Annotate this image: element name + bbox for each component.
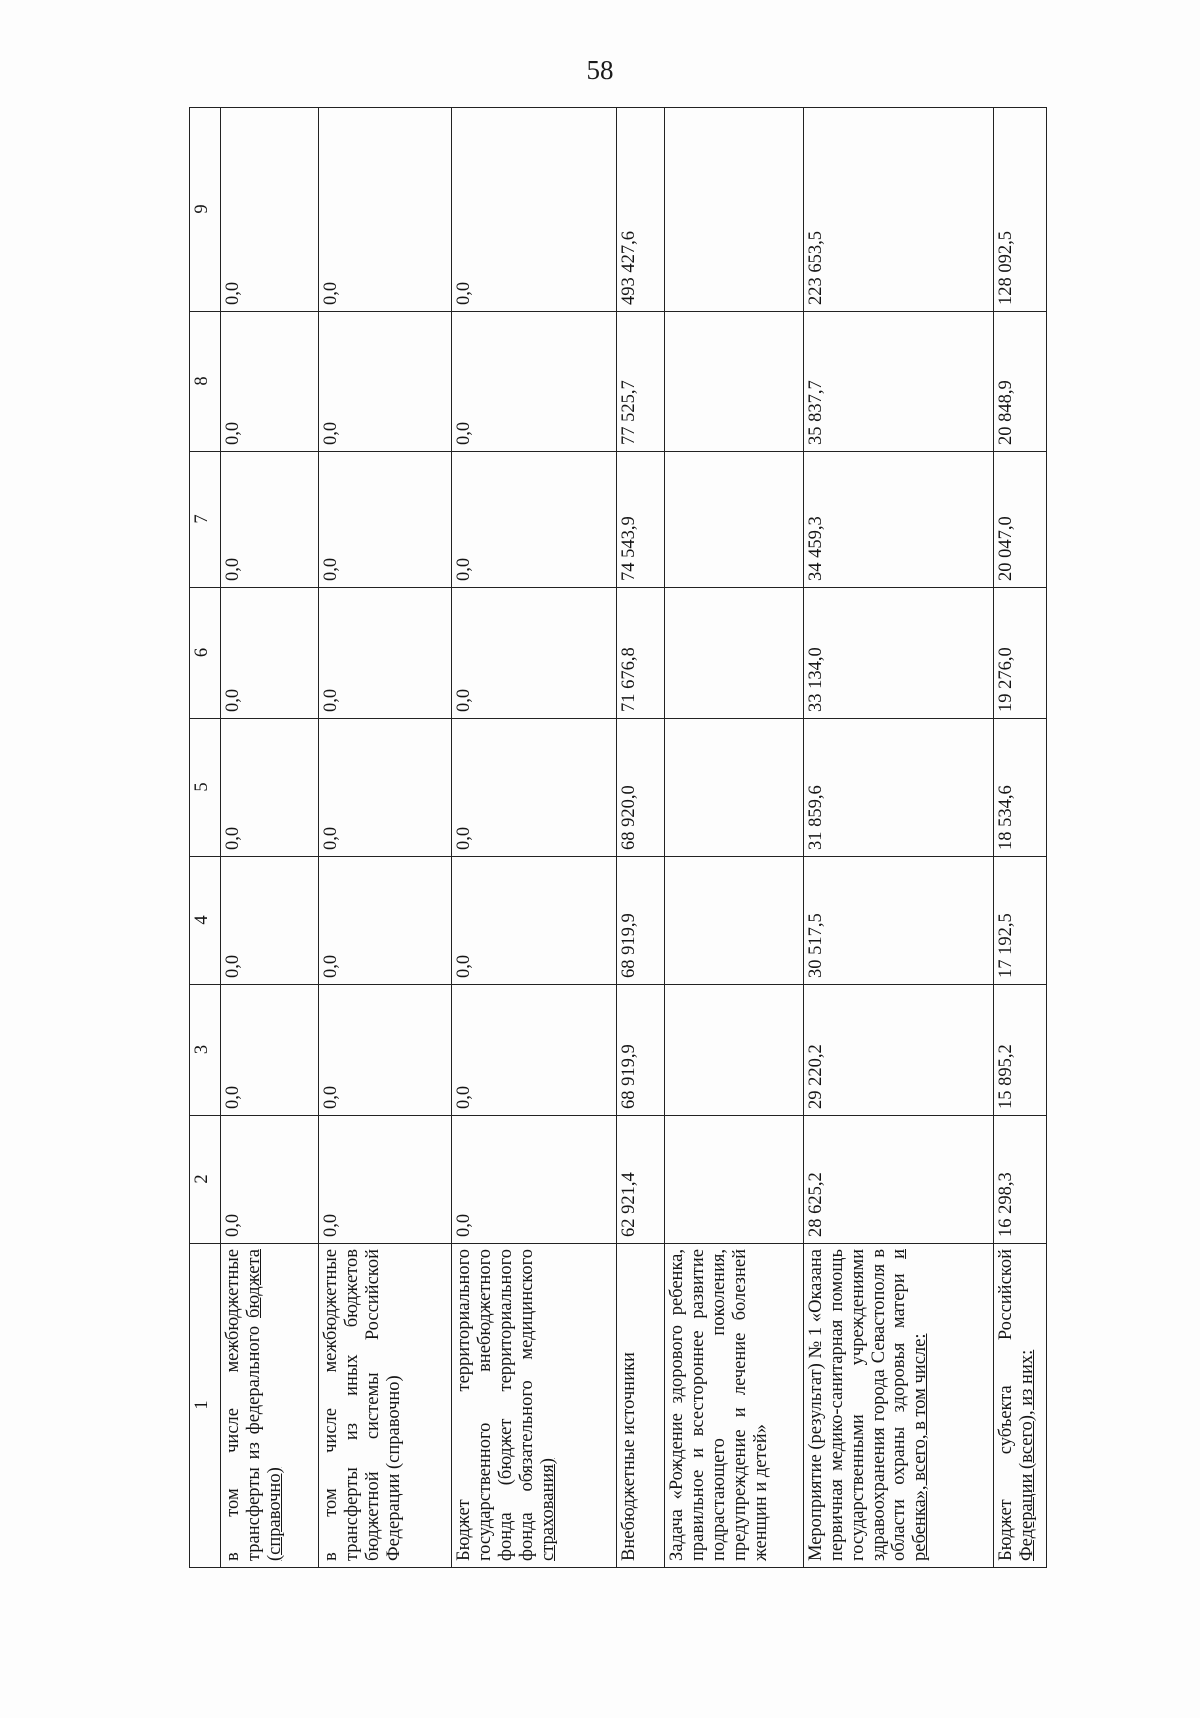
- value-cell: 33 134,0: [803, 588, 993, 719]
- value-cell: 0,0: [220, 719, 318, 857]
- row-description: [993, 1244, 1046, 1568]
- value-cell: 0,0: [220, 588, 318, 719]
- row-description: [220, 1244, 318, 1568]
- column-number-row: [190, 108, 221, 1568]
- value-cell: 0,0: [220, 1116, 318, 1244]
- value-cell: 0,0: [318, 1116, 451, 1244]
- total-value-cell: 128 092,5: [993, 108, 1046, 312]
- value-cell: 0,0: [318, 719, 451, 857]
- value-cell: [665, 452, 804, 588]
- total-value-cell: 0,0: [220, 108, 318, 312]
- description-underlined-text: и ребенка», всего, в том числе:: [889, 1249, 931, 1561]
- column-number: 1: [190, 1244, 221, 1568]
- column-number: 8: [190, 312, 221, 452]
- description-text: в том числе межбюджетные трансферты из иных бюджетов бюджетной системы Российской Федерации (справочно): [320, 1249, 404, 1561]
- budget-table: [189, 107, 1047, 1568]
- column-number: 7: [190, 452, 221, 588]
- value-cell: [665, 985, 804, 1116]
- value-cell: 19 276,0: [993, 588, 1046, 719]
- value-cell: 0,0: [452, 1116, 617, 1244]
- description-underlined-text: Федерации (всего), из них:: [1016, 1349, 1037, 1561]
- value-cell: 68 919,9: [617, 985, 665, 1116]
- rotated-table-frame: [189, 108, 1047, 1568]
- value-cell: 0,0: [318, 985, 451, 1116]
- value-cell: 28 625,2: [803, 1116, 993, 1244]
- value-cell: 0,0: [318, 857, 451, 985]
- value-cell: 15 895,2: [993, 985, 1046, 1116]
- column-number: 5: [190, 719, 221, 857]
- description-underlined-text: бюджета (справочно): [243, 1249, 285, 1561]
- row-description: [803, 1244, 993, 1568]
- description-text: Мероприятие (результат) № 1 «Оказана первичная медико-санитарная помощь государственными учреждениями здравоохранения города Севастополя в области охраны здоровья матери: [805, 1249, 910, 1561]
- value-cell: 0,0: [452, 857, 617, 985]
- value-cell: 31 859,6: [803, 719, 993, 857]
- value-cell: 62 921,4: [617, 1116, 665, 1244]
- table-row: [220, 108, 318, 1568]
- column-number: 9: [190, 108, 221, 312]
- value-cell: 68 920,0: [617, 719, 665, 857]
- value-cell: 17 192,5: [993, 857, 1046, 985]
- description-text: Внебюджетные источники: [619, 1352, 640, 1561]
- value-cell: 29 220,2: [803, 985, 993, 1116]
- value-cell: 0,0: [452, 719, 617, 857]
- row-description: [318, 1244, 451, 1568]
- column-number: 2: [190, 1116, 221, 1244]
- value-cell: 0,0: [220, 312, 318, 452]
- description-text: Бюджет субъекта Российской: [995, 1249, 1016, 1561]
- value-cell: 0,0: [452, 312, 617, 452]
- value-cell: 35 837,7: [803, 312, 993, 452]
- total-value-cell: 493 427,6: [617, 108, 665, 312]
- value-cell: 71 676,8: [617, 588, 665, 719]
- description-underlined-text: страхования): [537, 1458, 558, 1561]
- column-number: 3: [190, 985, 221, 1116]
- value-cell: 34 459,3: [803, 452, 993, 588]
- table-row: [318, 108, 451, 1568]
- description-text: в том числе межбюджетные трансферты из федерального: [222, 1249, 264, 1561]
- table-row: [803, 108, 993, 1568]
- value-cell: 20 848,9: [993, 312, 1046, 452]
- column-number: 6: [190, 588, 221, 719]
- value-cell: 68 919,9: [617, 857, 665, 985]
- value-cell: [665, 719, 804, 857]
- value-cell: 0,0: [220, 452, 318, 588]
- row-description: [452, 1244, 617, 1568]
- value-cell: 20 047,0: [993, 452, 1046, 588]
- value-cell: 18 534,6: [993, 719, 1046, 857]
- value-cell: 0,0: [220, 985, 318, 1116]
- value-cell: 0,0: [220, 857, 318, 985]
- value-cell: 30 517,5: [803, 857, 993, 985]
- value-cell: 77 525,7: [617, 312, 665, 452]
- value-cell: [665, 588, 804, 719]
- column-number: 4: [190, 857, 221, 985]
- value-cell: 0,0: [452, 588, 617, 719]
- value-cell: 0,0: [452, 452, 617, 588]
- description-text: Задача «Рождение здорового ребенка, правильное и всестороннее развитие подрастающего поколения, предупреждение и лечение болезней женщин и детей»: [667, 1249, 771, 1561]
- total-value-cell: 0,0: [452, 108, 617, 312]
- value-cell: 16 298,3: [993, 1116, 1046, 1244]
- value-cell: 0,0: [318, 312, 451, 452]
- value-cell: 0,0: [318, 588, 451, 719]
- total-value-cell: 0,0: [318, 108, 451, 312]
- value-cell: 0,0: [452, 985, 617, 1116]
- total-value-cell: 223 653,5: [803, 108, 993, 312]
- value-cell: 0,0: [318, 452, 451, 588]
- total-value-cell: [665, 108, 804, 312]
- table-row: [993, 108, 1046, 1568]
- row-description: [665, 1244, 804, 1568]
- value-cell: [665, 857, 804, 985]
- page-number: 58: [586, 55, 614, 85]
- table-row: [665, 108, 804, 1568]
- value-cell: [665, 312, 804, 452]
- row-description: [617, 1244, 665, 1568]
- table-row: [617, 108, 665, 1568]
- value-cell: 74 543,9: [617, 452, 665, 588]
- table-row: [452, 108, 617, 1568]
- value-cell: [665, 1116, 804, 1244]
- description-text: Бюджет территориального государственного внебюджетного фонда (бюджет территориального фонда обязательного медицинского: [454, 1249, 537, 1561]
